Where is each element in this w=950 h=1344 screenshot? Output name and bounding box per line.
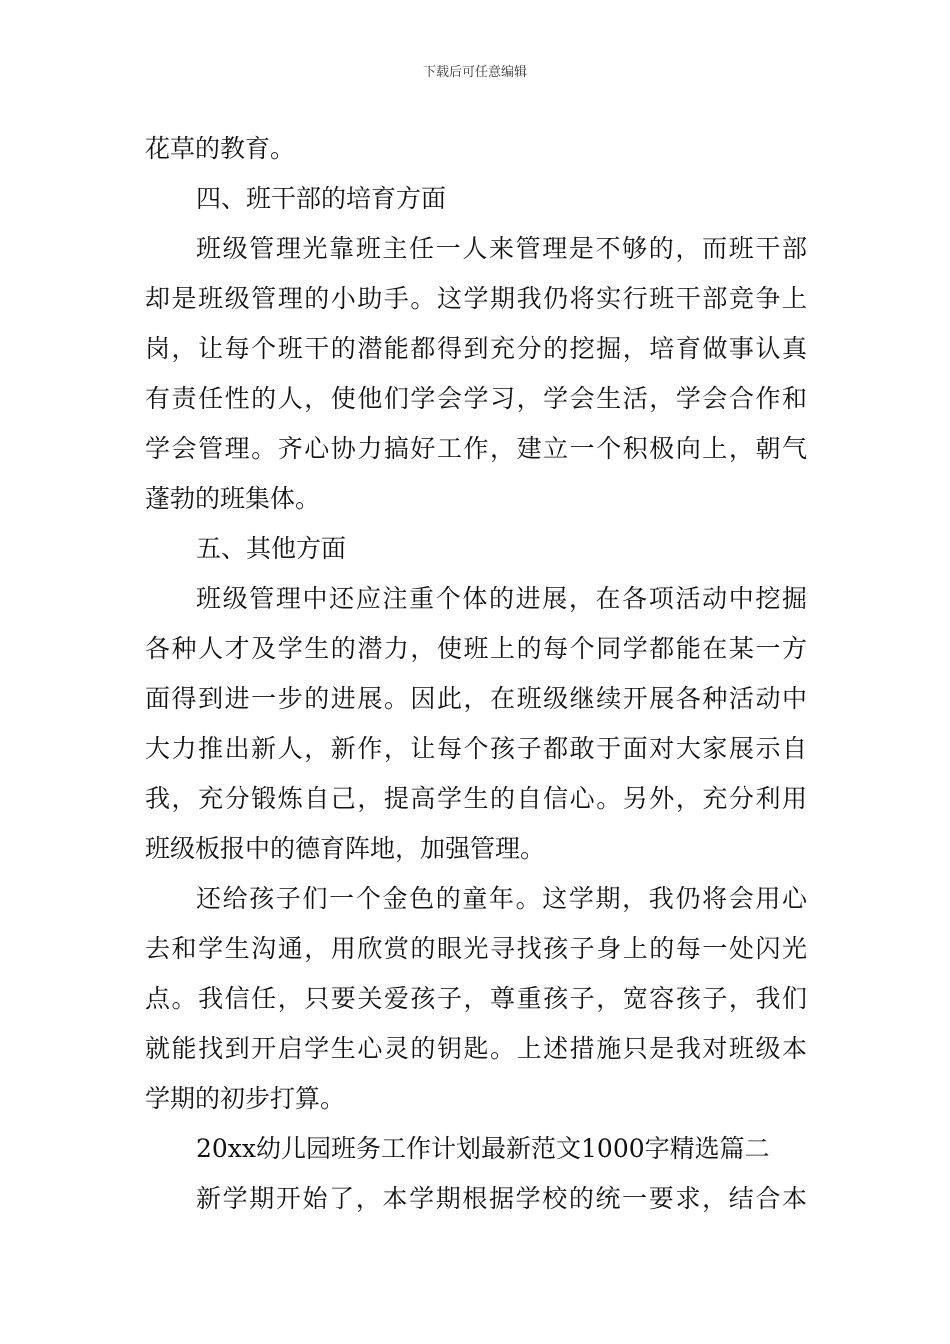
text-line: 学期的初步打算。: [145, 1084, 346, 1113]
text-line: 还给孩子们一个金色的童年。这学期，我仍将会用心: [196, 884, 807, 913]
text-line: 点。我信任，只要关爱孩子，尊重孩子，宽容孩子，我们: [145, 984, 807, 1013]
text-line: 花草的教育。: [145, 134, 296, 163]
text-line: 班级板报中的德育阵地，加强管理。: [145, 834, 546, 863]
text-line: 学会管理。齐心协力搞好工作，建立一个积极向上，朝气: [145, 434, 807, 463]
text-line: 各种人才及学生的潜力，使班上的每个同学都能在某一方: [145, 634, 807, 663]
section-heading-5: 五、其他方面: [196, 534, 347, 563]
text-line: 班级管理中还应注重个体的进展，在各项活动中挖掘: [196, 584, 807, 613]
article-title: 20xx幼儿园班务工作计划最新范文1000字精选篇二: [196, 1134, 770, 1163]
document-body: [145, 124, 807, 1224]
text-line: 却是班级管理的小助手。这学期我仍将实行班干部竞争上: [145, 284, 807, 313]
text-line: 新学期开始了，本学期根据学校的统一要求，结合本: [196, 1184, 807, 1213]
text-line: 岗，让每个班干的潜能都得到充分的挖掘，培育做事认真: [145, 334, 807, 363]
section-heading-4: 四、班干部的培育方面: [196, 184, 447, 213]
text-line: 我，充分锻炼自己，提高学生的自信心。另外，充分利用: [145, 784, 807, 813]
text-line: 蓬勃的班集体。: [145, 484, 321, 513]
text-line: 大力推出新人，新作，让每个孩子都敢于面对大家展示自: [145, 734, 807, 763]
text-line: 就能找到开启学生心灵的钥匙。上述措施只是我对班级本: [145, 1034, 807, 1063]
page-header: 下载后可任意编辑: [422, 65, 527, 80]
text-line: 班级管理光靠班主任一人来管理是不够的，而班干部: [196, 234, 807, 263]
text-line: 有责任性的人，使他们学会学习，学会生活，学会合作和: [145, 384, 807, 413]
text-line: 去和学生沟通，用欣赏的眼光寻找孩子身上的每一处闪光: [145, 934, 807, 963]
text-line: 面得到进一步的进展。因此，在班级继续开展各种活动中: [145, 684, 807, 713]
